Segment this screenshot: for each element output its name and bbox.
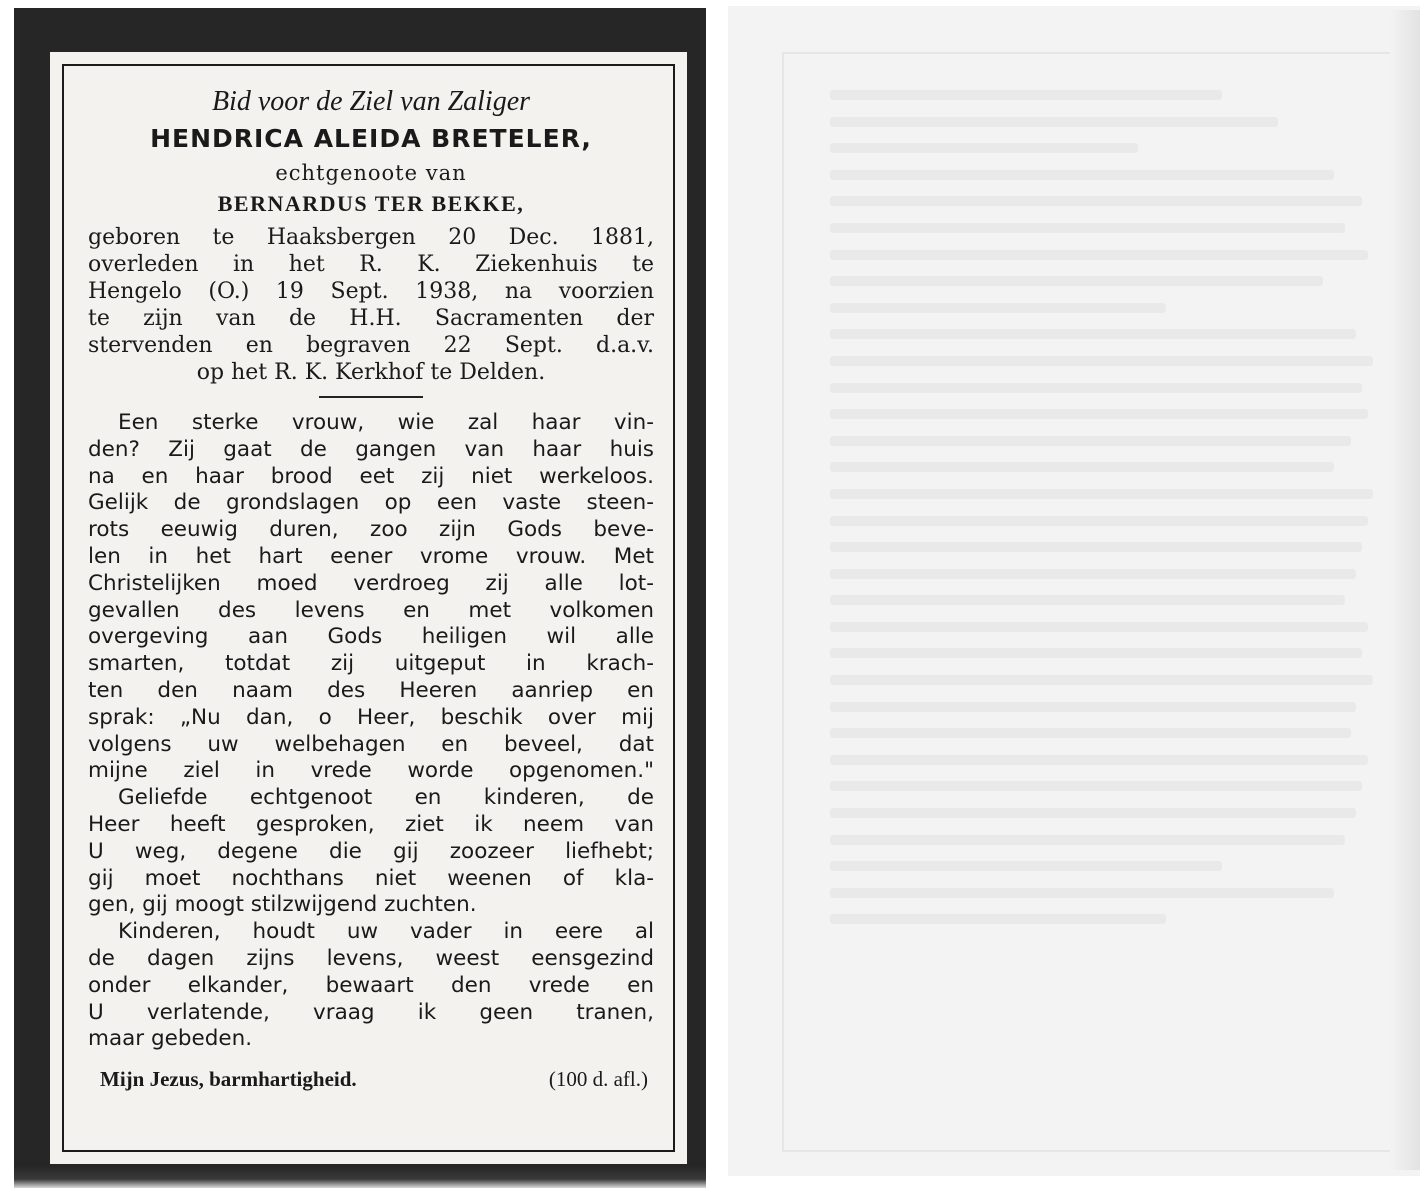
show-through-line xyxy=(830,808,1356,818)
text-line: de dagen zijns levens, weest eensgezind xyxy=(88,945,654,971)
text-line: smarten, totdat zij uitgeput in krach- xyxy=(88,651,654,677)
show-through-line xyxy=(830,436,1351,446)
text-line: sprak: „Nu dan, o Heer, beschik over mij xyxy=(88,704,654,730)
text-line: na en haar brood eet zij niet werkeloos. xyxy=(88,463,654,489)
text-line: gevallen des levens en met volkomen xyxy=(88,597,654,623)
text-line: gen, gij moogt stilzwijgend zuchten. xyxy=(88,892,477,918)
show-through-line xyxy=(830,462,1334,472)
show-through-line xyxy=(830,170,1334,180)
text-line: ten den naam des Heeren aanriep en xyxy=(88,677,654,703)
show-through-line xyxy=(830,595,1345,605)
bio-line: overleden in het R. K. Ziekenhuis te xyxy=(88,252,654,277)
bio-line: op het R. K. Kerkhof te Delden. xyxy=(196,360,546,385)
text-line: U weg, degene die gij zoozeer liefhebt; xyxy=(88,838,654,864)
text-line: mijne ziel in vrede worde opgenomen." xyxy=(88,758,654,784)
scan-edge-shadow xyxy=(1390,10,1420,1170)
show-through-line xyxy=(830,755,1368,765)
deceased-name: HENDRICA ALEIDA BRETELER, xyxy=(150,124,592,153)
text-line: U verlatende, vraag ik geen tranen, xyxy=(88,999,654,1025)
text-line: maar gebeden. xyxy=(88,1026,253,1052)
text-line: Kinderen, houdt uw vader in eere al xyxy=(118,919,654,945)
text-line: Gelijk de grondslagen op een vaste steen- xyxy=(88,490,654,516)
show-through-text xyxy=(830,90,1390,941)
divider-rule xyxy=(319,396,423,398)
show-through-line xyxy=(830,835,1345,845)
show-through-line xyxy=(830,223,1345,233)
show-through-line xyxy=(830,675,1373,685)
show-through-line xyxy=(830,90,1222,100)
closing-prayer: Mijn Jezus, barmhartigheid. xyxy=(100,1067,357,1092)
closing-line xyxy=(88,1067,654,1092)
show-through-line xyxy=(830,781,1362,791)
show-through-line xyxy=(830,861,1222,871)
intro-line: Bid voor de Ziel van Zaliger xyxy=(211,86,531,117)
show-through-line xyxy=(830,728,1351,738)
text-line: Christelijken moed verdroeg zij alle lot- xyxy=(88,570,654,596)
bio-line: Hengelo (O.) 19 Sept. 1938, na voorzien xyxy=(88,279,654,304)
show-through-line xyxy=(830,702,1356,712)
show-through-line xyxy=(830,888,1334,898)
show-through-line xyxy=(830,143,1138,153)
show-through-line xyxy=(830,914,1166,924)
show-through-line xyxy=(830,329,1356,339)
show-through-line xyxy=(830,409,1368,419)
show-through-line xyxy=(830,542,1362,552)
show-through-line xyxy=(830,383,1362,393)
memorial-text xyxy=(88,410,654,1053)
text-line: gij moet nochthans niet weenen of kla- xyxy=(88,865,654,891)
show-through-line xyxy=(830,569,1356,579)
bio-line: te zijn van de H.H. Sacramenten der xyxy=(88,306,654,331)
bio-line: geboren te Haaksbergen 20 Dec. 1881, xyxy=(88,225,654,250)
text-line: Heer heeft gesproken, ziet ik neem van xyxy=(88,811,654,837)
show-through-line xyxy=(830,489,1373,499)
spouse-name: BERNARDUS TER BEKKE, xyxy=(217,191,525,216)
show-through-line xyxy=(830,622,1368,632)
show-through-line xyxy=(830,117,1278,127)
show-through-line xyxy=(830,250,1368,260)
text-line: Een sterke vrouw, wie zal haar vin- xyxy=(118,410,654,435)
spouse-prefix: echtgenoote van xyxy=(275,161,467,185)
show-through-line xyxy=(830,516,1368,526)
text-line: rots eeuwig duren, zoo zijn Gods beve- xyxy=(88,517,654,543)
text-line: Geliefde echtgenoot en kinderen, de xyxy=(118,785,654,811)
show-through-line xyxy=(830,356,1373,366)
card-content xyxy=(88,80,654,1092)
show-through-line xyxy=(830,303,1166,313)
show-through-line xyxy=(830,196,1362,206)
bio-line: stervenden en begraven 22 Sept. d.a.v. xyxy=(88,333,654,358)
text-line: overgeving aan Gods heiligen wil alle xyxy=(88,624,654,650)
text-line: volgens uw welbehagen en beveel, dat xyxy=(88,731,654,757)
show-through-line xyxy=(830,648,1362,658)
show-through-line xyxy=(830,276,1323,286)
text-line: onder elkander, bewaart den vrede en xyxy=(88,972,654,998)
text-line: len in het hart eener vrome vrouw. Met xyxy=(88,543,654,569)
text-line: den? Zij gaat de gangen van haar huis xyxy=(88,436,654,462)
biography xyxy=(88,224,654,386)
indulgence-note: (100 d. afl.) xyxy=(548,1067,648,1092)
